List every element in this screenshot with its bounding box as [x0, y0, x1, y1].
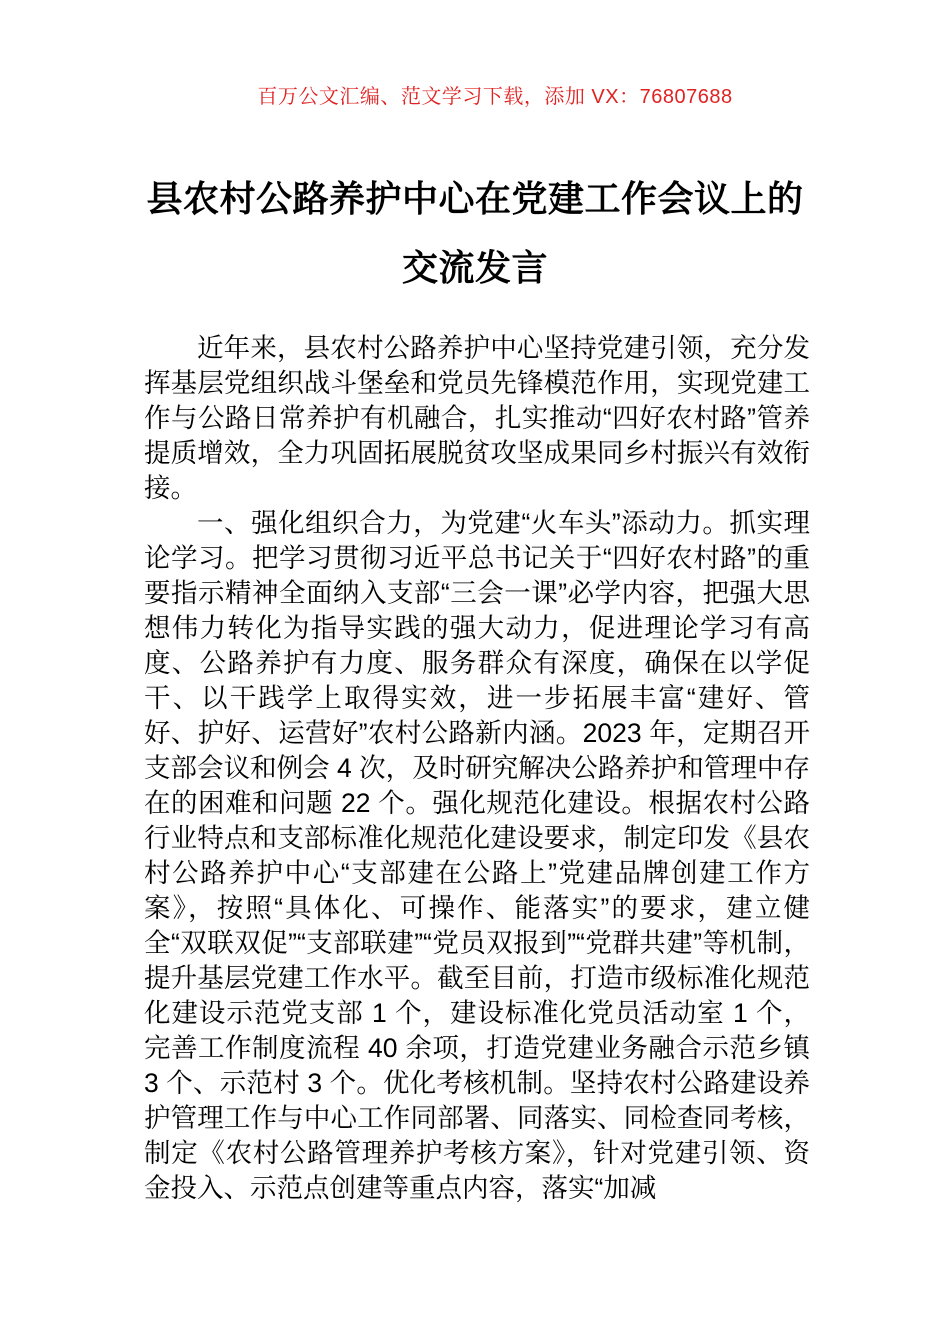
document-title-line-2: 交流发言 — [401, 247, 548, 288]
paragraph: 近年来，县农村公路养护中心坚持党建引领，充分发挥基层党组织战斗堡垒和党员先锋模范作用，实现党建工作与公路日常养护有机融合，扎实推动“四好农村路”管养提质增效，全力巩固拓展脱贫攻坚成果同乡村振兴有效衔接。 — [144, 333, 810, 503]
document-title-line-1: 县农村公路养护中心在党建工作会议上的 — [146, 178, 804, 219]
paragraph: 一、强化组织合力，为党建“火车头”添动力。抓实理论学习。把学习贯彻习近平总书记关于“四好农村路”的重要指示精神全面纳入支部“三会一课”必学内容，把强大思想伟力转化为指导实践的强大动力，促进理论学习有高度、公路养护有力度、服务群众有深度，确保在以学促干、以干践学上取得实效，进一步拓展丰富“建好、管好、护好、运营好”农村公路新内涵。2023 年，定期召开支部会议和例会 4 次，及时研究解决公路养护和管理中存在的困难和问题 22 个。强化规范化建设。根据农村公路行业特点和支部标准化规范化建设要求，制定印发《县农村公路养护中心“支部建在公路上”党建品牌创建工作方案》，按照“具体化、可操作、能落实”的要求，建立健全“双联双促”“支部联建”“党员双报到”“党群共建”等机制，提升基层党建工作水平。截至目前，打造市级标准化规范化建设示范党支部 1 个，建设标准化党员活动室 1 个，完善工作制度流程 40 余项，打造党建业务融合示范乡镇 3 个、示范村 3 个。优化考核机制。坚持农村公路建设养护管理工作与中心工作同部署、同落实、同检查同考核，制定《农村公路管理养护考核方案》，针对党建引领、资金投入、示范点创建等重点内容，落实“加减 — [144, 508, 810, 1203]
document-title — [75, 164, 875, 302]
promo-banner-text: 百万公文汇编、范文学习下载，添加 VX：76807688 — [257, 86, 733, 108]
document-body — [144, 331, 810, 1206]
